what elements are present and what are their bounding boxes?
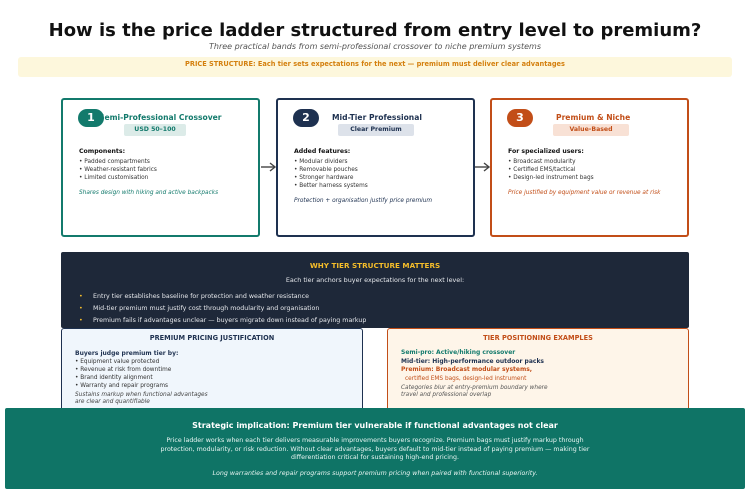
panel-label: Buyers judge premium tier by: — [75, 350, 179, 357]
list-item: • Stronger hardware — [294, 174, 368, 182]
example-premium-detail: certified EMS bags, design-led instrument — [405, 375, 527, 382]
list-item: • Premium fails if advantages unclear — buyers migrate down instead of paying markup — [79, 315, 366, 327]
list-item: • Modular dividers — [294, 158, 368, 166]
list-item: • Limited customisation — [79, 174, 157, 182]
tier-card-semi-professional — [61, 98, 260, 237]
why-list — [79, 291, 366, 327]
premium-pricing-justification-panel — [61, 328, 363, 412]
strategic-title: Strategic implication: Premium tier vulnerable if functional advantages not clear — [192, 421, 558, 430]
tier-price-tag: USD 50–100 — [124, 124, 186, 136]
why-tier-structure-panel — [61, 252, 689, 328]
list-item: • Design-led instrument bags — [508, 174, 594, 182]
arrow-right-icon — [261, 162, 277, 172]
tier-note: Shares design with hiking and active backpacks — [79, 190, 219, 196]
list-item: • Padded compartments — [79, 158, 157, 166]
justification-list — [75, 358, 355, 390]
tier-feature-list — [79, 158, 157, 182]
tier-card-mid-tier — [276, 98, 475, 237]
tier-number-badge: 3 — [507, 109, 533, 127]
tier-section-label: Added features: — [294, 148, 351, 155]
panel-footnote: Categories blur at entry-premium boundary where travel and professional overlap — [401, 384, 548, 398]
example-premium: Premium: Broadcast modular systems, — [401, 366, 533, 373]
tier-name: Mid-Tier Professional — [332, 113, 422, 122]
panel-title: PREMIUM PRICING JUSTIFICATION — [149, 334, 275, 342]
tier-note: Protection + organisation justify price premium — [294, 198, 433, 204]
tier-feature-list — [508, 158, 594, 182]
list-item: • Revenue at risk from downtime — [75, 366, 355, 374]
list-item: • Better harness systems — [294, 182, 368, 190]
list-item: • Warranty and repair programs — [75, 382, 355, 390]
arrow-right-icon — [475, 162, 491, 172]
tier-price-tag: Clear Premium — [338, 124, 414, 136]
tier-note: Price justified by equipment value or revenue at risk — [508, 190, 661, 196]
list-item: • Removable pouches — [294, 166, 368, 174]
tier-name: Premium & Niche — [556, 113, 631, 122]
tier-positioning-examples-panel — [387, 328, 689, 412]
page-title: How is the price ladder structured from entry level to premium? — [48, 20, 702, 41]
list-item: • Mid-tier premium must justify cost through modularity and organisation — [79, 303, 366, 315]
list-item: • Equipment value protected — [75, 358, 355, 366]
list-item: • Brand identity alignment — [75, 374, 355, 382]
tier-feature-list — [294, 158, 368, 190]
tier-section-label: For specialized users: — [508, 148, 584, 155]
list-item: • Entry tier establishes baseline for protection and weather resistance — [79, 291, 366, 303]
example-mid-tier: Mid-tier: High-performance outdoor packs — [401, 357, 545, 365]
tier-number-badge: 1 — [78, 109, 104, 127]
why-title: WHY TIER STRUCTURE MATTERS — [309, 261, 441, 270]
page-subtitle: Three practical bands from semi-professional crossover to niche premium systems — [209, 42, 541, 51]
tier-price-tag: Value-Based — [553, 124, 629, 136]
example-semi-pro: Semi-pro: Active/hiking crossover — [401, 349, 516, 356]
panel-title: TIER POSITIONING EXAMPLES — [483, 334, 593, 342]
tier-name: Semi-Professional Crossover — [99, 113, 222, 122]
why-subtitle: Each tier anchors buyer expectations for the next level: — [285, 276, 465, 284]
tier-card-premium — [490, 98, 689, 237]
price-structure-banner: PRICE STRUCTURE: Each tier sets expectations for the next — premium must deliver clear advantages — [18, 57, 732, 77]
panel-footnote: Sustains markup when functional advantages are clear and quantifiable — [75, 392, 208, 405]
list-item: • Certified EMS/tactical — [508, 166, 594, 174]
strategic-implication-panel — [5, 408, 745, 489]
list-item: • Weather-resistant fabrics — [79, 166, 157, 174]
tier-section-label: Components: — [79, 148, 126, 155]
tier-number-badge: 2 — [293, 109, 319, 127]
list-item: • Broadcast modularity — [508, 158, 594, 166]
strategic-body: Price ladder works when each tier delivers measurable improvements buyers recognize. Premium bags must justify markup through protection, modularity, or risk reduction. Without clear advantages, buyers default to mid-tier instead of paying premium — making tier differentiation critical for sustaining high-end pricing. — [160, 437, 590, 462]
strategic-footnote: Long warranties and repair programs support premium pricing when paired with functional superiority. — [212, 470, 538, 477]
